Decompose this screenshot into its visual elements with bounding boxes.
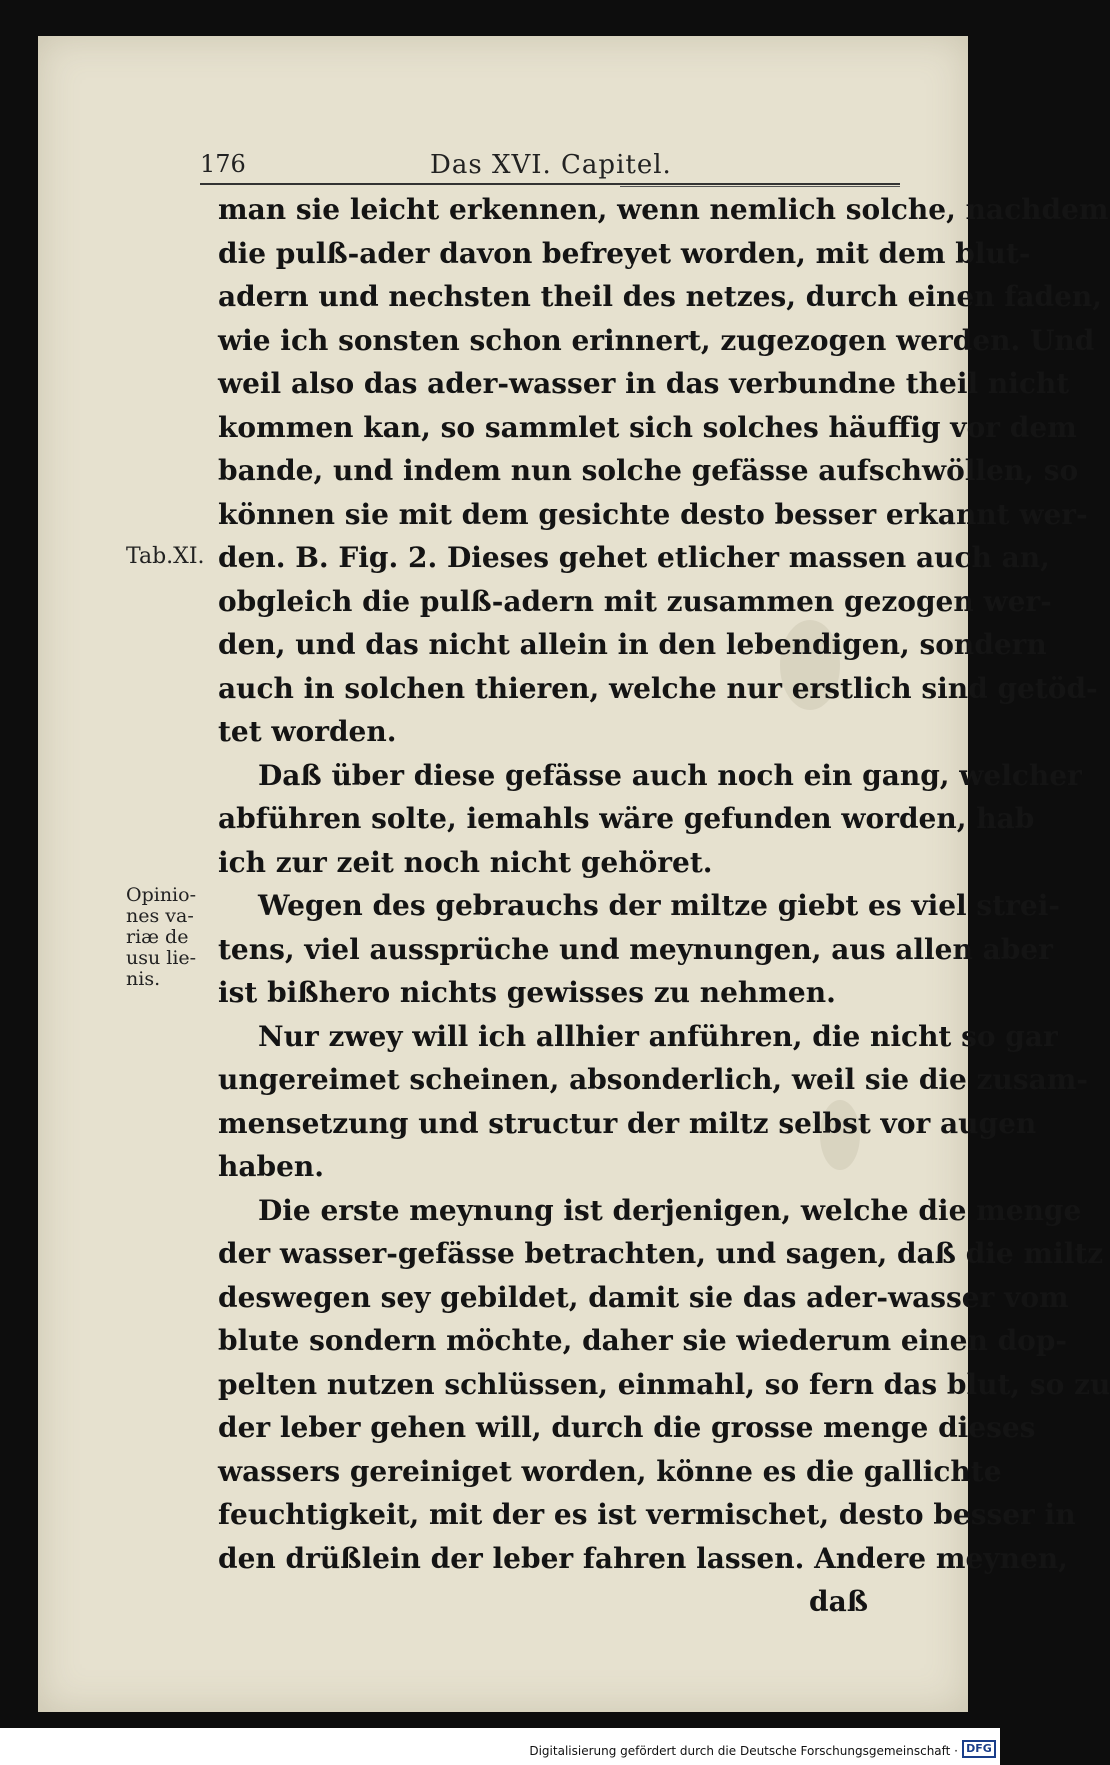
header-rule — [200, 183, 900, 185]
text-line: Daß über diese gefässe auch noch ein gang, welcher — [258, 758, 1082, 792]
text-line: den drüßlein der leber fahren lassen. Andere meynen, — [218, 1541, 1068, 1575]
text-line: obgleich die pulß-adern mit zusammen gezogen wer- — [218, 584, 1052, 618]
text-line: tet worden. — [218, 715, 397, 748]
text-line: blute sondern möchte, daher sie wiederum einen dop- — [218, 1324, 1068, 1357]
header-rule-secondary — [620, 186, 900, 187]
text-line: adern und nechsten theil des netzes, durch einen faden, — [218, 280, 1102, 313]
margin-note-line: Opinio- — [126, 884, 196, 906]
text-line: der wasser-gefässe betrachten, und sagen, daß die miltz — [218, 1237, 1104, 1270]
text-line: ist bißhero nichts gewisses zu nehmen. — [218, 976, 836, 1009]
margin-note-line: nes va- — [126, 905, 194, 927]
dfg-logo-icon: DFG — [962, 1740, 996, 1758]
text-line: Nur zwey will ich allhier anführen, die nicht so gar — [258, 1019, 1058, 1053]
margin-note-line: usu lie- — [126, 947, 197, 969]
text-line: können sie mit dem gesichte desto besser erkannt wer- — [218, 497, 1088, 531]
catchword: daß — [809, 1585, 868, 1618]
text-line: auch in solchen thieren, welche nur erstlich sind getöd- — [218, 671, 1098, 705]
text-line: Wegen des gebrauchs der miltze giebt es viel strei- — [258, 889, 1060, 922]
text-line: abführen solte, iemahls wäre gefunden worden, hab — [218, 802, 1035, 835]
funding-credit: Digitalisierung gefördert durch die Deutsche Forschungsgemeinschaft · — [529, 1744, 958, 1758]
text-line: wie ich sonsten schon erinnert, zugezogen werden. Und — [218, 323, 1095, 357]
text-line: wassers gereiniget worden, könne es die gallichte — [218, 1454, 1002, 1488]
running-head: Das XVI. Capitel. — [430, 150, 672, 180]
page-number: 176 — [200, 150, 246, 178]
margin-note-line: nis. — [126, 968, 161, 990]
text-line: man sie leicht erkennen, wenn nemlich solche, nachdem — [218, 193, 1109, 226]
body-text — [218, 188, 1110, 1624]
margin-note-tab-ref: Tab.XI. — [126, 544, 205, 569]
text-line: ich zur zeit noch nicht gehöret. — [218, 845, 713, 879]
text-line: kommen kan, so sammlet sich solches häuffig vor dem — [218, 410, 1077, 444]
text-line: den. B. Fig. 2. Dieses gehet etlicher massen auch an, — [218, 541, 1050, 574]
text-line: pelten nutzen schlüssen, einmahl, so fern das blut, so zu — [218, 1367, 1110, 1401]
text-line: die pulß-ader davon befreyet worden, mit dem blut- — [218, 236, 1031, 270]
text-line: Die erste meynung ist derjenigen, welche die menge — [258, 1193, 1082, 1227]
text-line: bande, und indem nun solche gefässe aufschwöllen, so — [218, 454, 1079, 487]
page-header — [200, 150, 900, 186]
margin-note-opiniones — [126, 885, 206, 990]
text-line: haben. — [218, 1150, 324, 1183]
text-line: feuchtigkeit, mit der es ist vermischet, desto besser in — [218, 1498, 1076, 1531]
margin-note-line: riæ de — [126, 926, 189, 948]
text-line: tens, viel aussprüche und meynungen, aus allen aber — [218, 932, 1053, 966]
text-line: ungereimet scheinen, absonderlich, weil sie die zusam- — [218, 1063, 1089, 1096]
text-line: deswegen sey gebildet, damit sie das ader-wasser vom — [218, 1280, 1069, 1314]
text-line: der leber gehen will, durch die grosse menge dieses — [218, 1411, 1036, 1444]
text-line: den, und das nicht allein in den lebendigen, sondern — [218, 628, 1047, 661]
text-line: weil also das ader-wasser in das verbundne theil nicht — [218, 367, 1070, 400]
text-line: mensetzung und structur der miltz selbst vor augen — [218, 1106, 1037, 1140]
